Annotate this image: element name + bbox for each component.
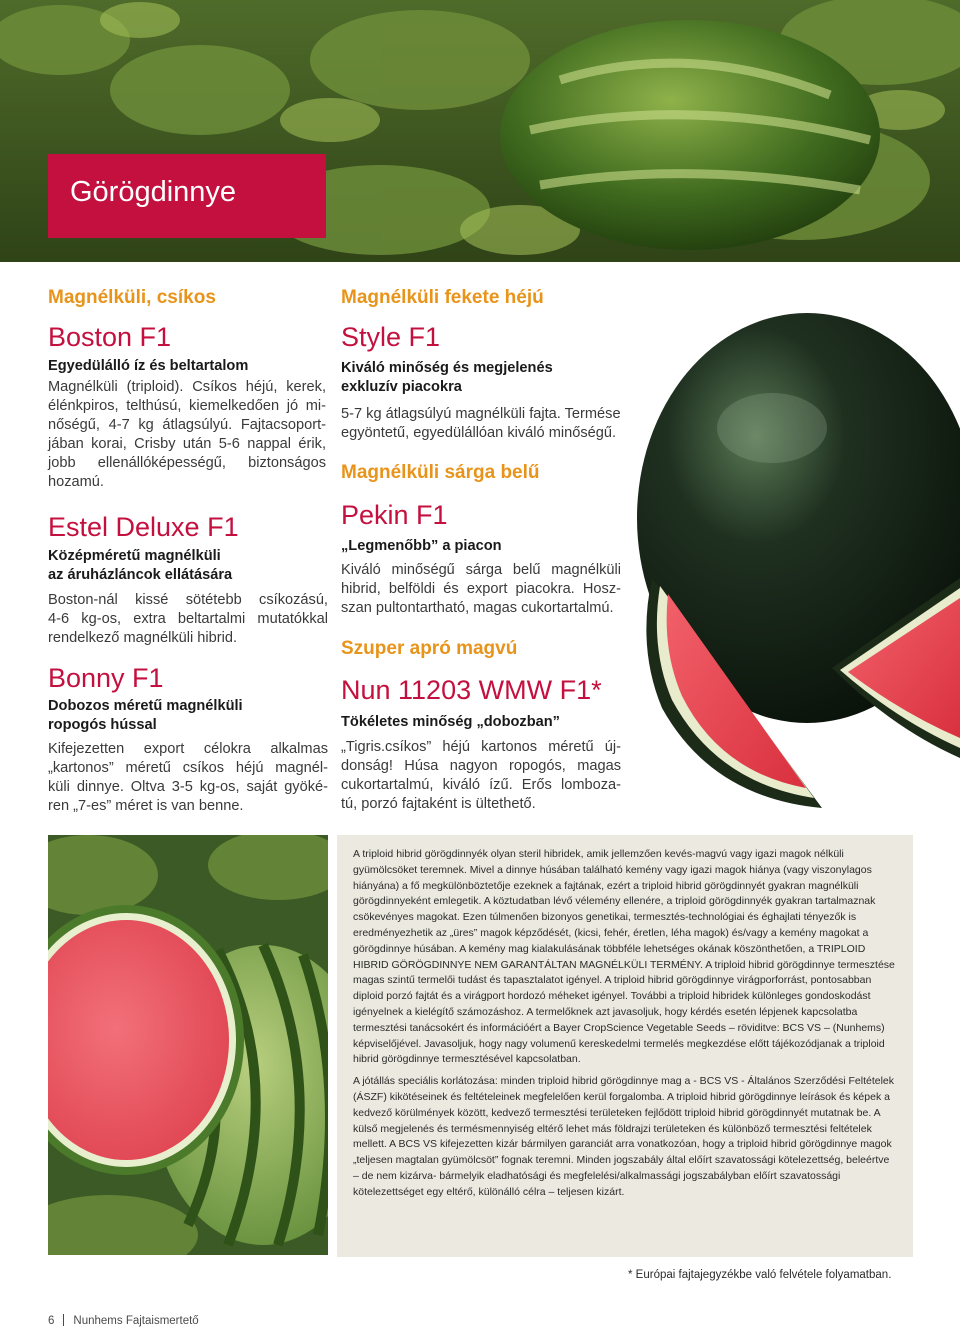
description-line: rendelkező magnélküli hibrid. bbox=[48, 630, 238, 646]
variety-name: Boston F1 bbox=[48, 322, 172, 352]
info-paragraph: A jótállás speciális korlátozása: minden triploid hibrid görögdinnye mag a - BCS VS - Általános Szerződési Feltételek (ÁSZF) kikötéseinek és feltételeinek megfelelően kerül forgalomba. A triploid hibrid görögdinnye leírások és képek a kedvező körülmények között, kedvező termesztési területeken fejlődött triploid hibrid görögdinnyét mutatnak be. A külső megjelenés és termésmennyiség eltérő lehet más földrajzi területeken és különböző termesztési feltételek mellett. A BCS VS kifejezetten kizár bármilyen garanciát arra vonatkozóan, hogy a triploid hibrid görögdinnye magok „teljesen magtalan gyümölcsöt” fognak teremni. Minden jogszabály által előírt szavatossági kötelezettség, beleértve – de nem kizárva- bármelyik eladhatósági és megfelelési/alkalmassági jogszabályban előírt szavatossági kötelezettséget egy eltérő, különálló célra – teljesen kizárt. bbox=[353, 1075, 895, 1198]
variety-description bbox=[341, 561, 621, 618]
description-line: „Tigris.csíkos” héjú kartonos méretű új- bbox=[341, 739, 621, 755]
description-line: élénkpiros, telthúsú, kiemelkedően jó mi- bbox=[48, 398, 326, 414]
variety-name: Estel Deluxe F1 bbox=[48, 512, 239, 542]
tagline-line: ropogós hússal bbox=[48, 717, 157, 733]
description-line: Magnélküli (triploid). Csíkos héjú, kerek, bbox=[48, 379, 326, 395]
tagline-line: Kiváló minőség és megjelenés bbox=[341, 360, 553, 376]
variety-tagline bbox=[48, 547, 232, 585]
variety-description bbox=[341, 738, 621, 814]
footnote: * Európai fajtajegyzékbe való felvétele folyamatban. bbox=[628, 1269, 892, 1281]
tagline-line: exkluzív piacokra bbox=[341, 379, 462, 395]
description-line: jobb ellenállóképességű, biztonságos bbox=[48, 455, 326, 471]
variety-tagline bbox=[48, 697, 243, 735]
variety-name: Pekin F1 bbox=[341, 500, 448, 530]
description-line: Kifejezetten export célokra alkalmas bbox=[48, 741, 328, 757]
category-heading: Magnélküli, csíkos bbox=[48, 287, 216, 308]
variety-tagline: „Legmenőbb” a piacon bbox=[341, 538, 502, 554]
variety-description bbox=[48, 740, 328, 816]
info-paragraph: A triploid hibrid görögdinnyék olyan steril hibridek, amik jellemzően kevés-magvú vagy igazi magok nélküli gyümölcsöket teremnek. Mivel a dinnye húsában található kemény vagy igazi magok hiánya (vagy viszonylagos hiányána) a fő megkülönböztetője ezeknek a fajtának, ezért a triploid hibrid görögdinnyét gyakran magnélküli görögdinnyeként emlegetik. A köztudatban lévő vélemény ellenére, a triploid görögdinnyék gyakran tartalmaznak csökevényes magokat. Ezen túlmenően bizonyos genetikai, termesztés-technológiai és éghajlati tényezők is eredményezhetik az „üres” magok képződését, (kicsi, fehér, éretlen, léha magok) és/vagy a kemény magokat a görögdinnye húsában. A kemény mag kialakulásának többféle lehetséges okának köszönthetően, a TRIPLOID HIBRID GÖRÖGDINNYE NEM GARANTÁLTAN MAGNÉLKÜLI TERMÉNY. A triploid hibrid görögdinnye termesztése magas szintű termelői tudást és tapasztalatot igényel. A triploid hibrid görögdinnye virágporforrást, pontosabban diploid porzó fajtát és a virágport hordozó méheket igényel. További a triploid hibridek különleges gondoskodást igényelnek a kielégítő számozáshoz. A termelőknek azt javasoljuk, hogy kérdés esetén lépjenek kapcsolatba termesztési tanácsokért és információért a Bayer CropScience Vegetable Seeds – röviditve: BCS VS – (Nunhems) képviselőjével. Javasoljuk, hogy nagy volumenű kereskedelmi termelés megkezdése előtt tájékozódjanak a triploid hibrid görögdinnye termesztésével kapcsolatban. bbox=[353, 848, 895, 1066]
variety-tagline: Tökéletes minőség „dobozban” bbox=[341, 714, 560, 730]
variety-name: Style F1 bbox=[341, 322, 441, 352]
description-line: nőségű, 4-7 kg átlagsúlyú. Fajtacsoport- bbox=[48, 417, 326, 433]
description-line: tú, porzó fajtaként is ültethető. bbox=[341, 796, 536, 812]
category-heading: Magnélküli fekete héjú bbox=[341, 287, 544, 308]
description-line: ren „7-es” méret is van benne. bbox=[48, 798, 244, 814]
description-line: 5-7 kg átlagsúlyú magnélküli fajta. Termése bbox=[341, 406, 621, 422]
description-line: szan pultontartható, magas cukortartalmú. bbox=[341, 600, 614, 616]
info-box-disclaimer bbox=[337, 835, 913, 1257]
tagline-line: Középméretű magnélküli bbox=[48, 548, 221, 564]
description-line: „kartonos” méretű csíkos héjú magnél- bbox=[48, 760, 328, 776]
tagline-line: az áruházláncok ellátására bbox=[48, 567, 233, 583]
description-line: 4-6 kg-os, extra beltartalmi mutatókkal bbox=[48, 611, 328, 627]
variety-description bbox=[48, 591, 328, 648]
photo-cut-striped-watermelon bbox=[48, 835, 328, 1255]
page-number: 6 bbox=[48, 1315, 55, 1327]
description-line: Kiváló minőségű sárga belű magnélküli bbox=[341, 562, 621, 578]
description-line: küli dinnye. Oltva 3-5 kg-os, saját gyöké- bbox=[48, 779, 328, 795]
variety-description bbox=[48, 378, 326, 492]
tagline-line: Dobozos méretű magnélküli bbox=[48, 698, 243, 714]
variety-description bbox=[341, 405, 626, 443]
photo-black-watermelon-slices bbox=[632, 288, 960, 820]
category-heading: Magnélküli sárga belű bbox=[341, 462, 540, 483]
footer-separator bbox=[63, 1314, 64, 1326]
description-line: donság! Húsa nagyon ropogós, magas bbox=[341, 758, 621, 774]
page-title: Görögdinnye bbox=[70, 176, 237, 208]
variety-tagline bbox=[341, 359, 553, 397]
description-line: hozamú. bbox=[48, 474, 104, 490]
description-line: jában korai, Crisby után 5-6 nappal érik, bbox=[48, 436, 326, 452]
page-title-box bbox=[48, 154, 326, 238]
category-heading: Szuper apró magvú bbox=[341, 638, 518, 659]
variety-tagline: Egyedülálló íz és beltartalom bbox=[48, 358, 249, 374]
page-footer bbox=[48, 1314, 199, 1327]
description-line: hibrid, belföldi és export piacokra. Hosz- bbox=[341, 581, 621, 597]
variety-name: Bonny F1 bbox=[48, 663, 164, 693]
description-line: egyöntetű, egyedülállóan kiváló minőségű. bbox=[341, 425, 617, 441]
publication-name: Nunhems Fajtaismertető bbox=[73, 1315, 199, 1327]
variety-name: Nun 11203 WMW F1* bbox=[341, 675, 602, 705]
description-line: cukortartalmú, kiváló ízű. Erős lomboza- bbox=[341, 777, 621, 793]
description-line: Boston-nál kissé sötétebb csíkozású, bbox=[48, 592, 328, 608]
